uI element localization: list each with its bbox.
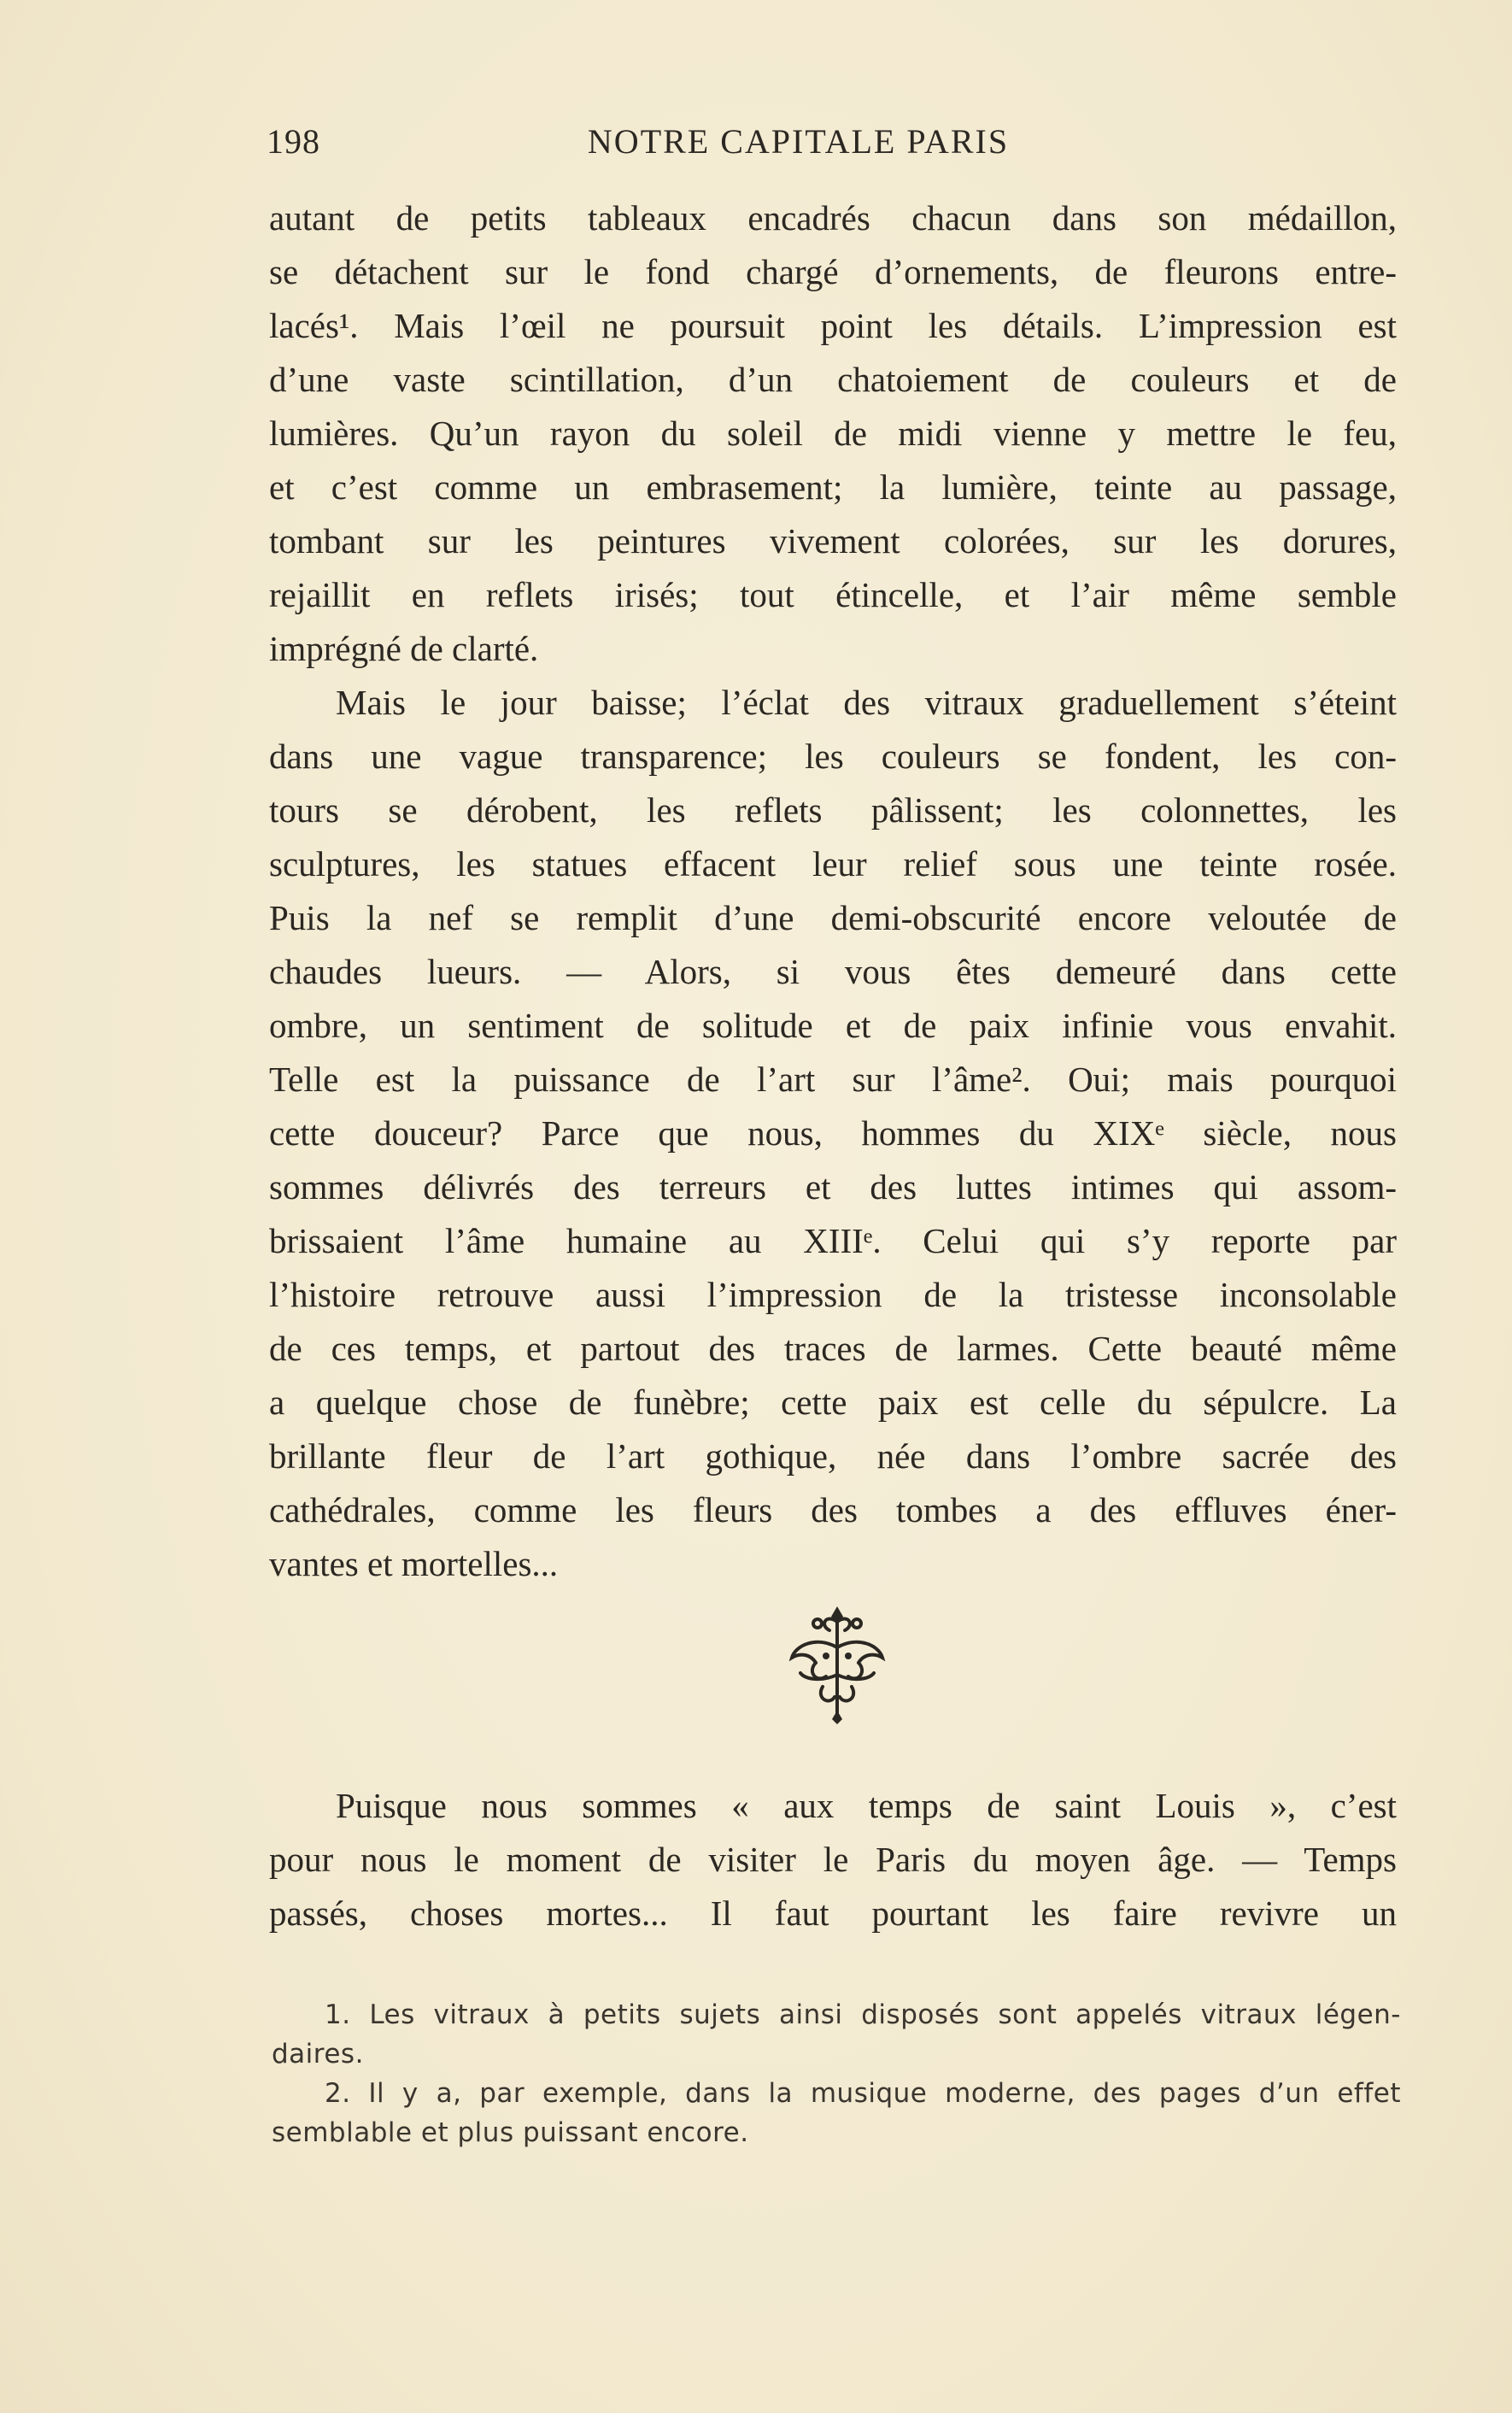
text-line: lumières. Qu’un rayon du soleil de midi vienne y mettre le feu, <box>269 414 1397 453</box>
text-line: pour nous le moment de visiter le Paris du moyen âge. — Temps <box>269 1840 1397 1879</box>
running-head <box>267 121 1398 164</box>
text-line: vantes et mortelles... <box>269 1544 559 1583</box>
text-line: a quelque chose de funèbre; cette paix est celle du sépulcre. La <box>269 1383 1397 1422</box>
text-line: ombre, un sentiment de solitude et de paix infinie vous envahit. <box>269 1006 1397 1045</box>
text-line: Mais le jour baisse; l’éclat des vitraux graduellement s’éteint <box>336 683 1397 722</box>
text-line: se détachent sur le fond chargé d’ornements, de fleurons entre- <box>269 252 1397 291</box>
text-line: autant de petits tableaux encadrés chacun dans son médaillon, <box>269 198 1397 238</box>
footnotes <box>272 1995 1401 2152</box>
footnote-line: 2. Il y a, par exemple, dans la musique moderne, des pages d’un effet <box>325 2078 1401 2109</box>
text-line: chaudes lueurs. — Alors, si vous êtes demeuré dans cette <box>269 952 1397 991</box>
text-line: brillante fleur de l’art gothique, née dans l’ombre sacrée des <box>269 1436 1397 1476</box>
text-line: sommes délivrés des terreurs et des luttes intimes qui assom- <box>269 1167 1397 1206</box>
text-line: imprégné de clarté. <box>269 629 539 668</box>
text-line: cathédrales, comme les fleurs des tombes a des effluves éner- <box>269 1490 1397 1529</box>
text-line: Telle est la puissance de l’art sur l’âme². Oui; mais pourquoi <box>269 1060 1397 1099</box>
text-line: et c’est comme un embrasement; la lumière, teinte au passage, <box>269 467 1397 507</box>
running-title: NOTRE CAPITALE PARIS <box>587 122 1010 161</box>
text-line: sculptures, les statues effacent leur relief sous une teinte rosée. <box>269 844 1397 884</box>
text-line: tours se dérobent, les reflets pâlissent; les colonnettes, les <box>269 790 1397 830</box>
footnote-line: daires. <box>272 2039 364 2070</box>
text-line: Puis la nef se remplit d’une demi-obscurité encore veloutée de <box>269 898 1397 937</box>
footnote-line: semblable et plus puissant encore. <box>272 2117 749 2148</box>
text-line: tombant sur les peintures vivement colorées, sur les dorures, <box>269 521 1397 561</box>
text-line: rejaillit en reflets irisés; tout étincelle, et l’air même semble <box>269 575 1397 614</box>
footnote-line: 1. Les vitraux à petits sujets ainsi disposés sont appelés vitraux légen- <box>325 1999 1401 2030</box>
text-line: cette douceur? Parce que nous, hommes du XIXᵉ siècle, nous <box>269 1113 1397 1153</box>
text-line: brissaient l’âme humaine au XIIIᵉ. Celui qui s’y reporte par <box>269 1221 1397 1260</box>
continuation-text <box>269 1779 1397 1940</box>
main-text <box>269 191 1397 1591</box>
text-line: de ces temps, et partout des traces de larmes. Cette beauté même <box>269 1329 1397 1368</box>
text-line: l’histoire retrouve aussi l’impression de la tristesse inconsolable <box>269 1275 1397 1314</box>
text-line: lacés¹. Mais l’œil ne poursuit point les détails. L’impression est <box>269 306 1397 345</box>
text-line: d’une vaste scintillation, d’un chatoiement de couleurs et de <box>269 360 1397 399</box>
fleuron-icon <box>782 1605 893 1724</box>
text-line: dans une vague transparence; les couleurs se fondent, les con- <box>269 737 1397 776</box>
page-number: 198 <box>267 122 320 161</box>
text-line: passés, choses mortes... Il faut pourtant les faire revivre un <box>269 1893 1397 1933</box>
text-line: Puisque nous sommes « aux temps de saint Louis », c’est <box>336 1786 1397 1825</box>
